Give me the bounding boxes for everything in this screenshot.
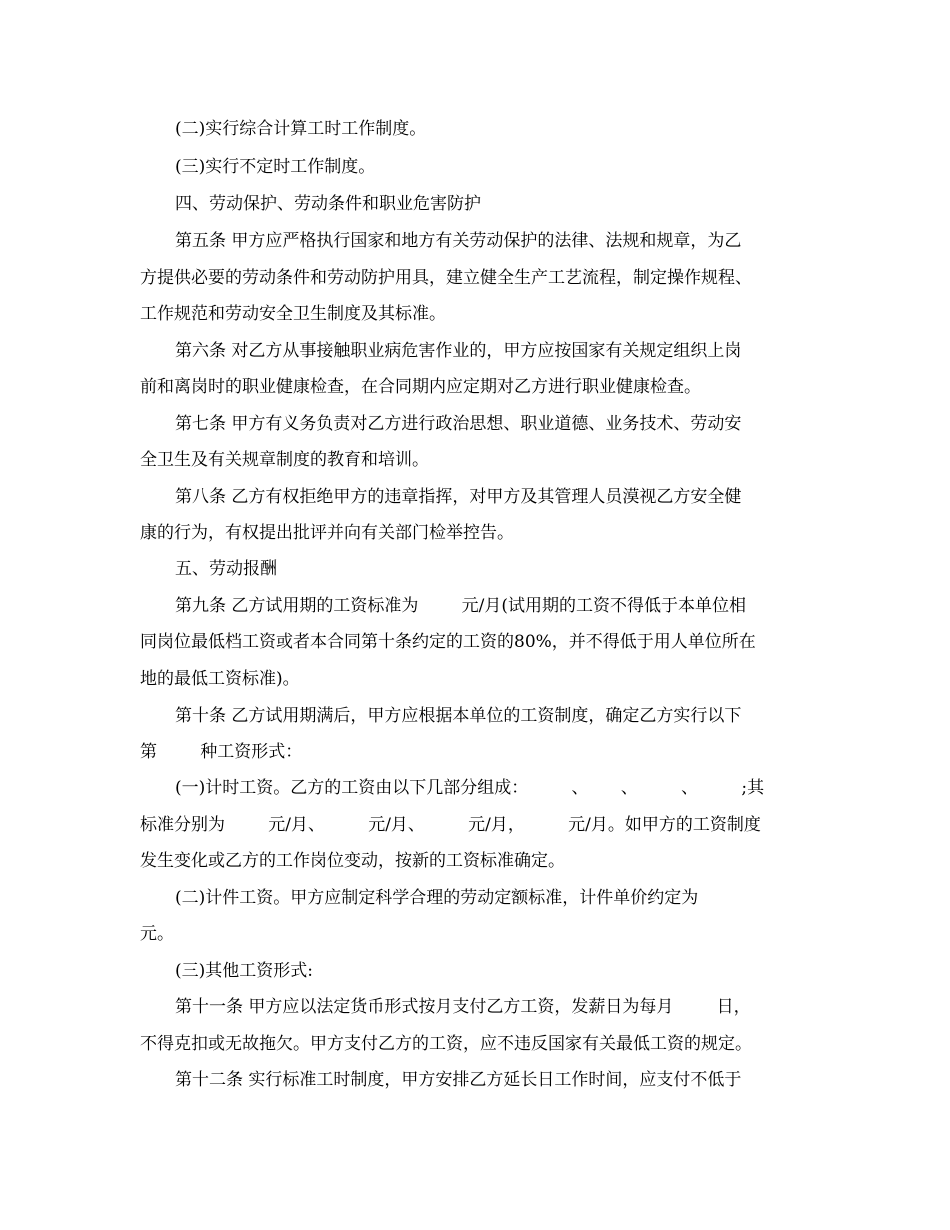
text-line-18: 第 种工资形式： <box>140 742 303 762</box>
text-line-25: 第十一条 甲方应以法定货币形式按月支付乙方工资，发薪日为每月 日， <box>175 997 751 1017</box>
text-line-15: 同岗位最低档工资或者本合同第十条约定的工资的80%，并不得低于用人单位所在 <box>140 632 756 652</box>
text-line-2: (三)实行不定时工作制度。 <box>175 157 376 177</box>
text-line-11: 第八条 乙方有权拒绝甲方的违章指挥，对甲方及其管理人员漠视乙方安全健 <box>175 487 742 507</box>
text-line-6: 工作规范和劳动安全卫生制度及其标准。 <box>140 304 446 324</box>
section-heading-5: 五、劳动报酬 <box>175 559 277 579</box>
text-line-26: 不得克扣或无故拖欠。甲方支付乙方的工资，应不违反国家有关最低工资的规定。 <box>140 1034 752 1054</box>
text-line-4: 第五条 甲方应严格执行国家和地方有关劳动保护的法律、法规和规章，为乙 <box>175 231 742 251</box>
text-line-20: 标准分别为 元/月、 元/月、 元/月， 元/月。如甲方的工资制度 <box>140 815 761 835</box>
text-line-5: 方提供必要的劳动条件和劳动防护用具，建立健全生产工艺流程，制定操作规程、 <box>140 268 752 288</box>
text-line-7: 第六条 对乙方从事接触职业病危害作业的，甲方应按国家有关规定组织上岗 <box>175 341 742 361</box>
text-line-1: (二)实行综合计算工时工作制度。 <box>175 119 427 139</box>
text-line-22: (二)计件工资。甲方应制定科学合理的劳动定额标准，计件单价约定为 <box>175 888 699 908</box>
text-line-17: 第十条 乙方试用期满后，甲方应根据本单位的工资制度，确定乙方实行以下 <box>175 706 742 726</box>
text-line-24: (三)其他工资形式: <box>175 961 313 981</box>
text-line-14: 第九条 乙方试用期的工资标准为 元/月(试用期的工资不得低于本单位相 <box>175 596 746 616</box>
text-line-10: 全卫生及有关规章制度的教育和培训。 <box>140 450 429 470</box>
section-heading-4: 四、劳动保护、劳动条件和职业危害防护 <box>175 194 481 214</box>
text-line-23: 元。 <box>140 924 174 944</box>
text-line-12: 康的行为，有权提出批评并向有关部门检举控告。 <box>140 523 514 543</box>
text-line-8: 前和离岗时的职业健康检查，在合同期内应定期对乙方进行职业健康检查。 <box>140 377 701 397</box>
text-line-16: 地的最低工资标准)。 <box>140 669 300 689</box>
text-line-21: 发生变化或乙方的工作岗位变动，按新的工资标准确定。 <box>140 851 565 871</box>
text-line-27: 第十二条 实行标准工时制度，甲方安排乙方延长日工作时间，应支付不低于 <box>175 1070 742 1090</box>
text-line-9: 第七条 甲方有义务负责对乙方进行政治思想、职业道德、业务技术、劳动安 <box>175 414 742 434</box>
text-line-19: (一)计时工资。乙方的工资由以下几部分组成： 、 、 、 ;其 <box>175 778 765 798</box>
